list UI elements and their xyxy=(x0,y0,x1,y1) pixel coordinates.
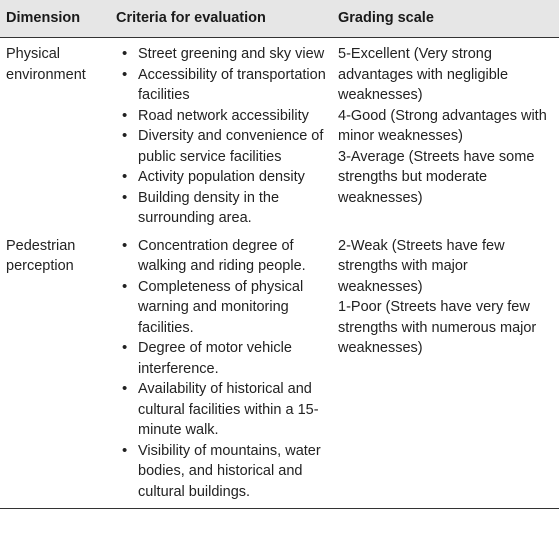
bullet-icon: • xyxy=(122,277,128,295)
criteria-text: Diversity and convenience of public service facilities xyxy=(138,128,324,165)
table-row-physical-environment xyxy=(0,38,559,232)
table-header xyxy=(0,0,559,38)
bullet-icon: • xyxy=(122,65,128,83)
table-row-pedestrian-perception xyxy=(0,232,559,509)
criteria-text: Activity population density xyxy=(138,169,305,185)
criteria-text: Visibility of mountains, water bodies, and historical and cultural buildings. xyxy=(138,442,321,500)
criteria-item xyxy=(122,44,326,65)
criteria-item xyxy=(122,441,326,503)
dimension-label: Physical environment xyxy=(6,46,86,83)
criteria-text: Availability of historical and cultural facilities within a 15-minute walk. xyxy=(138,381,319,438)
header-criteria: Criteria for evaluation xyxy=(110,0,332,38)
criteria-item xyxy=(122,126,326,167)
criteria-text: Accessibility of transportation facilities xyxy=(138,66,326,103)
bullet-icon: • xyxy=(122,127,128,144)
bullet-icon: • xyxy=(122,441,128,459)
bullet-icon: • xyxy=(122,380,128,397)
bullet-icon: • xyxy=(122,168,128,185)
criteria-cell xyxy=(110,232,332,509)
criteria-text: Building density in the surrounding area. xyxy=(138,189,280,226)
grade-item: 3-Average (Streets have some strengths but moderate weaknesses) xyxy=(338,148,535,206)
dimension-cell xyxy=(0,38,110,232)
criteria-text: Street greening and sky view xyxy=(138,46,325,62)
criteria-item xyxy=(122,338,326,379)
grading-cell xyxy=(332,232,559,509)
grade-list xyxy=(338,236,553,359)
criteria-text: Road network accessibility xyxy=(138,107,309,124)
bullet-icon: • xyxy=(122,106,128,124)
criteria-item xyxy=(122,379,326,441)
criteria-text: Degree of motor vehicle interference. xyxy=(138,340,292,377)
grading-cell xyxy=(332,38,559,232)
header-dimension: Dimension xyxy=(0,0,110,38)
dimension-label: Pedestrian perception xyxy=(6,237,76,274)
bullet-icon: • xyxy=(122,45,128,62)
criteria-item xyxy=(122,167,326,188)
grade-list xyxy=(338,44,553,208)
criteria-cell xyxy=(110,38,332,232)
bullet-icon: • xyxy=(122,236,128,254)
table-body xyxy=(0,38,559,509)
criteria-item xyxy=(122,188,326,229)
criteria-text: Concentration degree of walking and riding people. xyxy=(138,237,306,274)
grade-item: 5-Excellent (Very strong advantages with negligible weaknesses) xyxy=(338,46,509,103)
bullet-icon: • xyxy=(122,339,128,356)
bullet-icon: • xyxy=(122,188,128,206)
criteria-list xyxy=(116,44,326,229)
header-row xyxy=(0,0,559,38)
grade-item: 2-Weak (Streets have few strengths with major weaknesses) xyxy=(338,237,505,295)
criteria-list xyxy=(116,236,326,503)
grade-item: 4-Good (Strong advantages with minor weaknesses) xyxy=(338,107,547,144)
criteria-item xyxy=(122,65,326,106)
criteria-item xyxy=(122,106,326,127)
criteria-text: Completeness of physical warning and monitoring facilities. xyxy=(138,278,304,336)
header-grading-scale: Grading scale xyxy=(332,0,559,38)
grade-item: 1-Poor (Streets have very few strengths with numerous major weaknesses) xyxy=(338,299,537,356)
criteria-item xyxy=(122,236,326,277)
criteria-item xyxy=(122,277,326,339)
dimension-cell xyxy=(0,232,110,509)
